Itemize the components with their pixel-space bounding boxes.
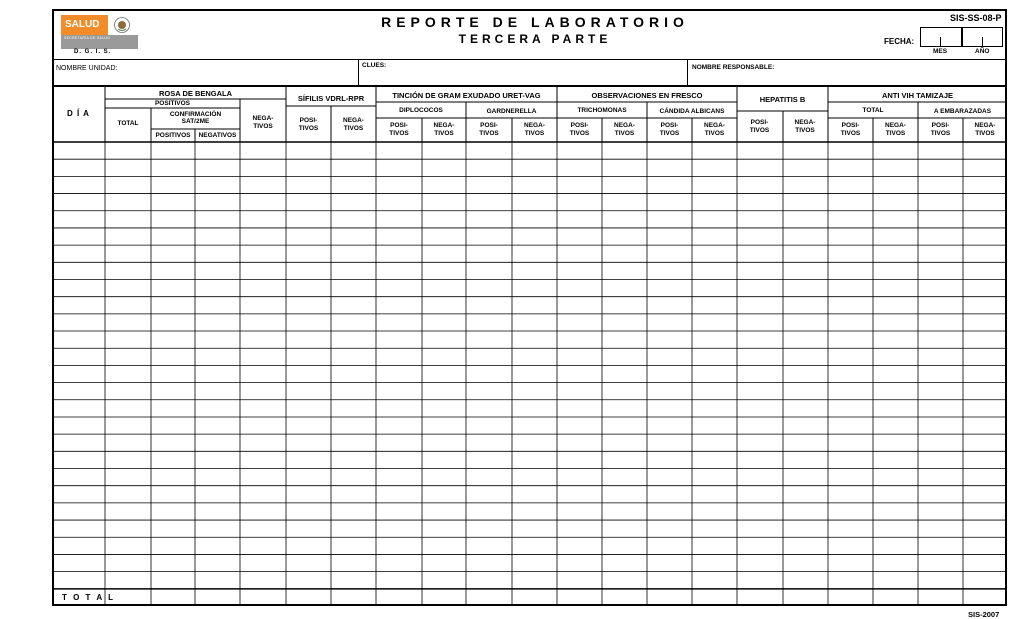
hepatitis-b-header: HEPATITIS B <box>759 95 806 104</box>
anio-label: AÑO <box>975 48 990 55</box>
sifilis-positivos-header: POSI- TIVOS <box>298 117 319 132</box>
gardnerella-positivos-header: POSI- TIVOS <box>479 122 499 137</box>
rb-positivos-header: POSITIVOS <box>155 132 191 139</box>
rb-total-header: TOTAL <box>117 120 139 127</box>
diplococos-negativos-header: NEGA- TIVOS <box>433 122 455 137</box>
diplococos-positivos-header: POSI- TIVOS <box>389 122 409 137</box>
sifilis-header: SÍFILIS VDRL-RPR <box>297 94 365 103</box>
clues-label: CLUES: <box>362 62 387 69</box>
candida-positivos-header: POSI- TIVOS <box>659 122 680 137</box>
footer-code: SIS-2007 <box>968 610 1000 619</box>
candida-negativos-header: NEGA- TIVOS <box>704 122 725 137</box>
nombre-unidad-label: NOMBRE UNIDAD: <box>56 65 118 72</box>
hepatitis-negativos-header: NEGA- TIVOS <box>794 119 816 134</box>
rosa-bengala-header: ROSA DE BENGALA <box>158 89 233 98</box>
logo-secretaria-text: SECRETARÍA DE SALUD <box>64 36 111 40</box>
vih-embarazadas-positivos-header: POSI- TIVOS <box>930 122 951 137</box>
vih-total-positivos-header: POSI- TIVOS <box>840 122 861 137</box>
confirmacion-header: CONFIRMACIÓN <box>169 111 222 118</box>
rb-nega-tivos-header: NEGA- TIVOS <box>252 115 274 130</box>
anti-vih-header: ANTI VIH TAMIZAJE <box>881 91 954 100</box>
logo-salud-text: SALUD <box>65 19 100 30</box>
vih-embarazadas-negativos-header: NEGA- TIVOS <box>974 122 996 137</box>
diplococos-header: DIPLOCOCOS <box>399 107 443 114</box>
gardnerella-header: GARDNERELLA <box>486 108 537 115</box>
gardnerella-negativos-header: NEGA- TIVOS <box>524 122 545 137</box>
nombre-responsable-label: NOMBRE RESPONSABLE: <box>692 64 775 71</box>
dia-header: D Í A <box>67 109 90 118</box>
rb-negativos-header: NEGATIVOS <box>198 132 237 139</box>
observaciones-fresco-header: OBSERVACIONES EN FRESCO <box>591 91 703 100</box>
vih-total-header: TOTAL <box>862 107 884 114</box>
sifilis-negativos-header: NEGA- TIVOS <box>343 117 364 132</box>
form-code: SIS-SS-08-P <box>950 13 1002 23</box>
report-subtitle: TERCERA PARTE <box>458 32 612 46</box>
dgis-label: D. G. I. S. <box>74 49 112 55</box>
hepatitis-positivos-header: POSI- TIVOS <box>749 119 770 134</box>
trichomonas-negativos-header: NEGA- TIVOS <box>614 122 635 137</box>
vih-embarazadas-header: A EMBARAZADAS <box>933 108 992 115</box>
report-title: REPORTE DE LABORATORIO <box>381 14 689 30</box>
vih-total-negativos-header: NEGA- TIVOS <box>885 122 906 137</box>
total-row-label: T O T A L <box>62 593 115 602</box>
positivos-group-header: POSITIVOS <box>154 100 191 107</box>
trichomonas-header: TRICHOMONAS <box>577 107 627 114</box>
sat2me-header: SAT/2ME <box>181 118 210 125</box>
tincion-gram-header: TINCIÓN DE GRAM EXUDADO URET-VAG <box>392 91 541 100</box>
candida-header: CÁNDIDA ALBICANS <box>659 108 725 115</box>
trichomonas-positivos-header: POSI- TIVOS <box>569 122 590 137</box>
fecha-label: FECHA: <box>884 37 915 46</box>
mes-label: MES <box>933 48 948 55</box>
